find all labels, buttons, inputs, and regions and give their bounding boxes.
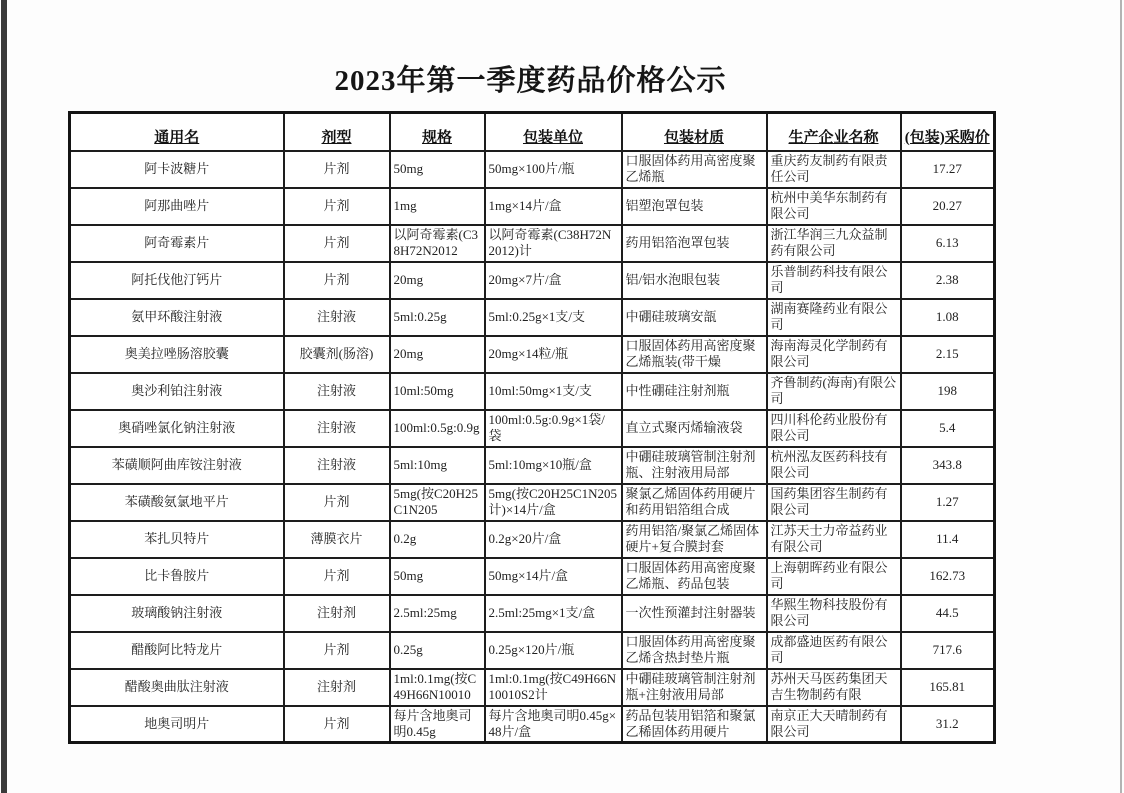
table-cell: 药用铝箔泡罩包装	[622, 225, 767, 262]
table-cell: 海南海灵化学制药有限公司	[767, 336, 901, 373]
table-cell: 5mg(按C20H25C1N205计)×14片/盒	[485, 484, 622, 521]
table-cell: 100ml:0.5g:0.9g×1袋/袋	[485, 410, 622, 447]
table-cell: 口服固体药用高密度聚乙烯瓶装(带干燥	[622, 336, 767, 373]
page-title: 2023年第一季度药品价格公示	[334, 65, 727, 97]
table-cell: 奥美拉唑肠溶胶囊	[70, 336, 284, 373]
table-cell: 1.08	[901, 299, 995, 336]
column-header-label: (包装)采购价	[904, 129, 990, 146]
table-cell: 162.73	[901, 558, 995, 595]
table-cell: 乐普制药科技有限公司	[767, 262, 901, 299]
table-cell: 苏州天马医药集团天吉生物制药有限	[767, 669, 901, 706]
table-cell: 50mg×14片/盒	[485, 558, 622, 595]
table-cell: 上海朝晖药业有限公司	[767, 558, 901, 595]
table-cell: 20.27	[901, 188, 995, 225]
table-row	[70, 632, 995, 669]
scan-edge-artifact-left	[1, 0, 7, 793]
table-cell: 中硼硅玻璃安瓿	[622, 299, 767, 336]
table-cell: 50mg	[390, 151, 485, 188]
table-cell: 50mg	[390, 558, 485, 595]
table-cell: 苯磺顺阿曲库铵注射液	[70, 447, 284, 484]
table-cell: 10ml:50mg	[390, 373, 485, 410]
table-cell: 100ml:0.5g:0.9g	[390, 410, 485, 447]
table-cell: 717.6	[901, 632, 995, 669]
table-cell: 5ml:10mg×10瓶/盒	[485, 447, 622, 484]
table-row	[70, 262, 995, 299]
table-row	[70, 373, 995, 410]
table-cell: 国药集团容生制药有限公司	[767, 484, 901, 521]
table-cell: 以阿奇霉素(C38H72N2012)计	[485, 225, 622, 262]
table-cell: 奥沙利铂注射液	[70, 373, 284, 410]
table-cell: 注射液	[284, 410, 390, 447]
table-cell: 20mg	[390, 262, 485, 299]
table-cell: 阿那曲唑片	[70, 188, 284, 225]
table-cell: 17.27	[901, 151, 995, 188]
table-cell: 华熙生物科技股份有限公司	[767, 595, 901, 632]
table-cell: 阿卡波糖片	[70, 151, 284, 188]
column-header	[70, 113, 284, 151]
table-cell: 20mg×7片/盒	[485, 262, 622, 299]
table-cell: 0.2g	[390, 521, 485, 558]
table-cell: 口服固体药用高密度聚乙烯含热封垫片瓶	[622, 632, 767, 669]
table-cell: 2.38	[901, 262, 995, 299]
table-cell: 片剂	[284, 225, 390, 262]
table-cell: 5ml:0.25g×1支/支	[485, 299, 622, 336]
table-cell: 0.25g×120片/瓶	[485, 632, 622, 669]
table-cell: 齐鲁制药(海南)有限公司	[767, 373, 901, 410]
table-cell: 药品包装用铝箔和聚氯乙稀固体药用硬片	[622, 706, 767, 743]
table-cell: 片剂	[284, 151, 390, 188]
table-cell: 重庆药友制药有限责任公司	[767, 151, 901, 188]
table-cell: 阿托伐他汀钙片	[70, 262, 284, 299]
column-header	[485, 113, 622, 151]
table-cell: 1mg×14片/盒	[485, 188, 622, 225]
table-cell: 注射液	[284, 373, 390, 410]
table-cell: 片剂	[284, 706, 390, 743]
table-cell: 片剂	[284, 632, 390, 669]
table-cell: 聚氯乙烯固体药用硬片和药用铝箔组合成	[622, 484, 767, 521]
table-cell: 苯磺酸氨氯地平片	[70, 484, 284, 521]
scan-edge-artifact-right	[1120, 0, 1122, 793]
column-header-label: 生产企业名称	[788, 129, 879, 146]
table-cell: 玻璃酸钠注射液	[70, 595, 284, 632]
table-cell: 198	[901, 373, 995, 410]
table-cell: 中性硼硅注射剂瓶	[622, 373, 767, 410]
table-cell: 5mg(按C20H25C1N205	[390, 484, 485, 521]
table-cell: 醋酸奥曲肽注射液	[70, 669, 284, 706]
table-cell: 1mg	[390, 188, 485, 225]
table-cell: 每片含地奥司明0.45g×48片/盒	[485, 706, 622, 743]
table-row	[70, 447, 995, 484]
table-cell: 20mg×14粒/瓶	[485, 336, 622, 373]
column-header	[390, 113, 485, 151]
column-header	[284, 113, 390, 151]
drug-price-table	[68, 111, 996, 744]
table-cell: 片剂	[284, 262, 390, 299]
table-cell: 一次性预灌封注射器装	[622, 595, 767, 632]
table-cell: 44.5	[901, 595, 995, 632]
table-cell: 343.8	[901, 447, 995, 484]
table-cell: 铝/铝水泡眼包装	[622, 262, 767, 299]
table-row	[70, 484, 995, 521]
table-cell: 注射液	[284, 447, 390, 484]
table-cell: 湖南赛隆药业有限公司	[767, 299, 901, 336]
table-cell: 四川科伦药业股份有限公司	[767, 410, 901, 447]
table-cell: 比卡鲁胺片	[70, 558, 284, 595]
table-cell: 注射剂	[284, 595, 390, 632]
table-row	[70, 669, 995, 706]
table-cell: 醋酸阿比特龙片	[70, 632, 284, 669]
table-cell: 苯扎贝特片	[70, 521, 284, 558]
table-row	[70, 521, 995, 558]
table-cell: 成都盛迪医药有限公司	[767, 632, 901, 669]
table-cell: 以阿奇霉素(C38H72N2012	[390, 225, 485, 262]
table-row	[70, 410, 995, 447]
column-header-label: 通用名	[154, 129, 200, 146]
table-cell: 1.27	[901, 484, 995, 521]
table-cell: 氨甲环酸注射液	[70, 299, 284, 336]
table-cell: 中硼硅玻璃管制注射剂瓶、注射液用局部	[622, 447, 767, 484]
column-header	[622, 113, 767, 151]
table-cell: 2.5ml:25mg	[390, 595, 485, 632]
table-cell: 胶囊剂(肠溶)	[284, 336, 390, 373]
table-row	[70, 558, 995, 595]
table-cell: 口服固体药用高密度聚乙烯瓶、药品包装	[622, 558, 767, 595]
table-row	[70, 595, 995, 632]
column-header-label: 包装单位	[522, 129, 583, 146]
table-cell: 南京正大天晴制药有限公司	[767, 706, 901, 743]
table-row	[70, 151, 995, 188]
table-cell: 直立式聚丙烯输液袋	[622, 410, 767, 447]
table-cell: 薄膜衣片	[284, 521, 390, 558]
table-cell: 阿奇霉素片	[70, 225, 284, 262]
column-header-label: 规格	[421, 129, 452, 146]
table-cell: 0.2g×20片/盒	[485, 521, 622, 558]
table-cell: 31.2	[901, 706, 995, 743]
table-cell: 20mg	[390, 336, 485, 373]
table-cell: 2.5ml:25mg×1支/盒	[485, 595, 622, 632]
table-cell: 10ml:50mg×1支/支	[485, 373, 622, 410]
table-cell: 每片含地奥司明0.45g	[390, 706, 485, 743]
table-row	[70, 225, 995, 262]
table-cell: 奥硝唑氯化钠注射液	[70, 410, 284, 447]
table-row	[70, 336, 995, 373]
table-cell: 地奥司明片	[70, 706, 284, 743]
table-header-row	[70, 113, 995, 151]
table-cell: 2.15	[901, 336, 995, 373]
table-cell: 铝塑泡罩包装	[622, 188, 767, 225]
column-header-label: 包装材质	[663, 129, 724, 146]
table-cell: 165.81	[901, 669, 995, 706]
table-row	[70, 299, 995, 336]
table-cell: 片剂	[284, 484, 390, 521]
table-cell: 5.4	[901, 410, 995, 447]
table-cell: 11.4	[901, 521, 995, 558]
table-cell: 1ml:0.1mg(按C49H66N10010S2计	[485, 669, 622, 706]
table-cell: 5ml:10mg	[390, 447, 485, 484]
table-cell: 口服固体药用高密度聚乙烯瓶	[622, 151, 767, 188]
table-cell: 1ml:0.1mg(按C49H66N10010	[390, 669, 485, 706]
table-cell: 片剂	[284, 188, 390, 225]
table-cell: 浙江华润三九众益制药有限公司	[767, 225, 901, 262]
table-cell: 5ml:0.25g	[390, 299, 485, 336]
table-cell: 注射液	[284, 299, 390, 336]
table-cell: 0.25g	[390, 632, 485, 669]
table-cell: 中硼硅玻璃管制注射剂瓶+注射液用局部	[622, 669, 767, 706]
table-cell: 杭州中美华东制药有限公司	[767, 188, 901, 225]
table-row	[70, 706, 995, 743]
column-header-label: 剂型	[321, 129, 352, 146]
table-row	[70, 188, 995, 225]
table-cell: 杭州泓友医药科技有限公司	[767, 447, 901, 484]
table-cell: 药用铝箔/聚氯乙烯固体硬片+复合膜封套	[622, 521, 767, 558]
table-cell: 江苏天士力帝益药业有限公司	[767, 521, 901, 558]
table-cell: 6.13	[901, 225, 995, 262]
table-cell: 注射剂	[284, 669, 390, 706]
column-header	[767, 113, 901, 151]
table-cell: 片剂	[284, 558, 390, 595]
column-header	[901, 113, 995, 151]
table-cell: 50mg×100片/瓶	[485, 151, 622, 188]
